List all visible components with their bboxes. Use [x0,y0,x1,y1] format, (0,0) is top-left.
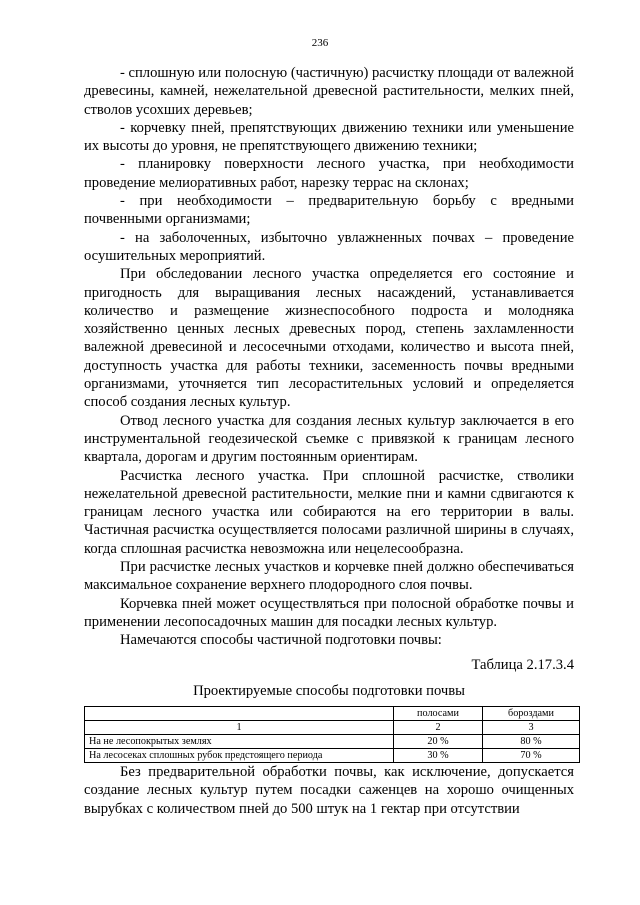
table-cell: 2 [394,721,483,735]
table-cell: На не лесопокрытых землях [85,735,394,749]
paragraph: - на заболоченных, избыточно увлажненных почвах – проведение осушительных мероприятий. [84,229,574,264]
paragraph: Корчевка пней может осуществляться при полосной обработке почвы и применении лесопосадочных машин для посадки лесных культур. [84,595,574,630]
paragraph: Намечаются способы частичной подготовки почвы: [120,632,442,649]
paragraph: Расчистка лесного участка. При сплошной расчистке, стволики нежелательной древесной растительности, мелкие пни и камни сдвигаются к границам лесного участка или собираются на его территории в валы. Частичная расчистка осуществляется полосами различной ширины в случаях, когда сплошная расчистка невозможна или нецелесообразна. [84,467,574,557]
paragraph: Отвод лесного участка для создания лесных культур заключается в его инструментальной геодезической съемке с привязкой к границам лесного квартала, дорогам и другим постоянным ориентирам. [84,412,574,466]
table-cell: 20 % [394,735,483,749]
paragraph: - корчевку пней, препятствующих движению техники или уменьшение их высоты до уровня, не препятствующего движению техники; [84,119,574,155]
table-number: Таблица 2.17.3.4 [471,656,574,673]
paragraph: Без предварительной обработки почвы, как исключение, допускается создание лесных культур путем посадки саженцев на хорошо очищенных вырубках с количеством пней до 500 штук на 1 гектар при отсутствии [84,764,574,817]
table-cell: 3 [483,721,580,735]
table-header-cell: полосами [394,707,483,721]
paragraph: При расчистке лесных участков и корчевке пней должно обеспечиваться максимальное сохранение верхнего плодородного слоя почвы. [84,559,574,594]
table-cell: 70 % [483,749,580,763]
soil-preparation-table [84,706,580,763]
page-number: 236 [311,37,329,49]
table-cell: 80 % [483,735,580,749]
table-row [85,735,580,749]
document-body [84,64,574,818]
table-header-cell: бороздами [483,707,580,721]
table-title: Проектируемые способы подготовки почвы [193,682,465,699]
table-cell: 30 % [394,749,483,763]
table-cell: На лесосеках сплошных рубок предстоящего периода [85,749,394,763]
paragraph: - сплошную или полосную (частичную) расчистку площади от валежной древесины, камней, нежелательной древесной растительности, мелких пней, стволов усохших деревьев; [84,65,574,118]
table-index-row [85,721,580,735]
paragraph: - планировку поверхности лесного участка, при необходимости проведение мелиоративных работ, нарезку террас на склонах; [84,156,574,191]
table-row [85,749,580,763]
paragraph: - при необходимости – предварительную борьбу с вредными почвенными организмами; [84,193,574,228]
table-header-cell [85,707,394,721]
paragraph: При обследовании лесного участка определяется его состояние и пригодность для выращивания лесных насаждений, устанавливается количество и размещение жизнеспособного подроста и молодняка хозяйственно ценных лесных древесных пород, степень захламленности валежной древесиной и лесосечными отходами, количество и высота пней, доступность участка для работы техники, засеменность почвы вредными организмами, уточняется тип лесорастительных условий и определяется способ создания лесных культур. [84,266,574,411]
table-header-row [85,707,580,721]
table-cell: 1 [85,721,394,735]
